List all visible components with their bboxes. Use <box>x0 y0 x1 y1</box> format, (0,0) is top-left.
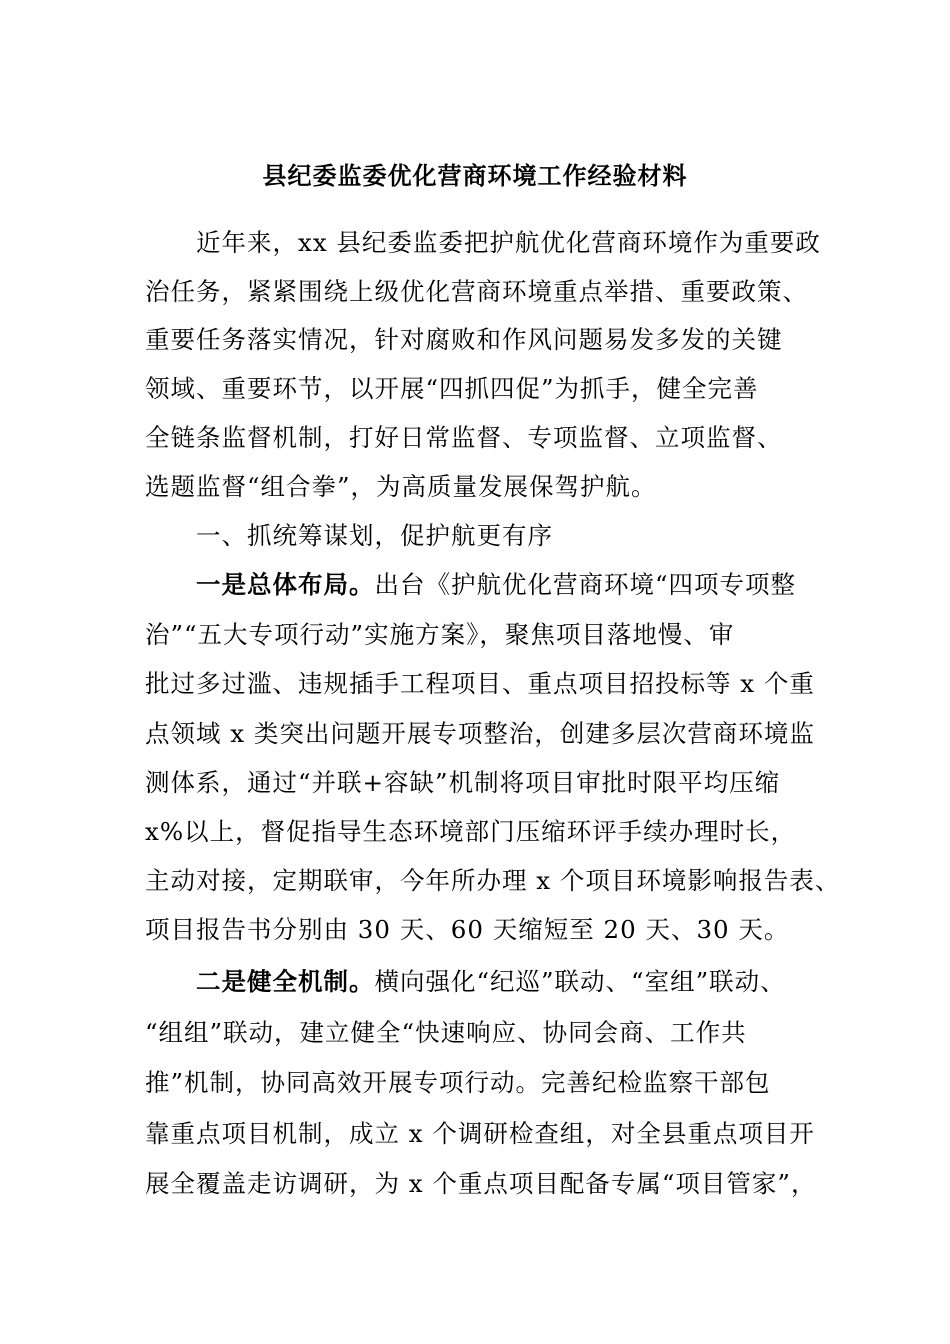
line-text: 出台《护航优化营商环境“四项专项整 <box>374 570 797 599</box>
paragraph-line <box>145 1118 815 1150</box>
line-text: 项目报告书分别由 30 天、60 天缩短至 20 天、30 天。 <box>145 915 790 944</box>
line-text: 靠重点项目机制，成立 x 个调研检查组，对全县重点项目开 <box>145 1119 815 1148</box>
line-text: 点领域 x 类突出问题开展专项整治，创建多层次营商环境监 <box>145 719 815 748</box>
line-text: 主动对接，定期联审，今年所办理 x 个项目环境影响报告表、 <box>145 866 841 895</box>
section-heading <box>145 520 553 552</box>
lead-in-bold: 一是总体布局。 <box>145 570 375 599</box>
line-text: 批过多过滥、违规插手工程项目、重点项目招投标等 x 个重 <box>145 669 815 698</box>
line-text: 测体系，通过“并联+容缺”机制将项目审批时限平均压缩 <box>145 768 781 797</box>
paragraph-line <box>145 324 783 356</box>
document-title: 县纪委监委优化营商环境工作经验材料 <box>262 161 688 190</box>
paragraph-line <box>145 276 808 308</box>
line-text: 横向强化“纪巡”联动、“室组”联动、 <box>374 967 786 996</box>
line-text: x%以上，督促指导生态环境部门压缩环评手续办理时长， <box>145 817 797 846</box>
line-text: 展全覆盖走访调研，为 x 个重点项目配备专属“项目管家”， <box>145 1169 817 1198</box>
paragraph-line <box>145 1067 771 1099</box>
paragraph-line <box>145 816 796 848</box>
paragraph-line <box>145 1168 816 1200</box>
paragraph-line <box>145 227 821 259</box>
paragraph-line <box>145 966 786 998</box>
line-text: 治”“五大专项行动”实施方案》，聚焦项目落地慢、审 <box>145 620 735 649</box>
line-text: 治任务，紧紧围绕上级优化营商环境重点举措、重要政策、 <box>145 277 808 306</box>
line-text: 选题监督“组合拳”，为高质量发展保驾护航。 <box>145 472 657 501</box>
paragraph-line <box>145 373 759 405</box>
paragraph-line <box>145 471 657 503</box>
line-text: 全链条监督机制，打好日常监督、专项监督、立项监督、 <box>145 423 783 452</box>
line-text: “组组”联动，建立健全“快速响应、协同会商、工作共 <box>145 1018 747 1047</box>
line-text: 领域、重要环节，以开展“四抓四促”为抓手，健全完善 <box>145 374 759 403</box>
paragraph-line <box>145 718 815 750</box>
paragraph-line <box>145 668 815 700</box>
paragraph-line <box>145 914 789 946</box>
lead-in-bold: 二是健全机制。 <box>145 967 375 996</box>
paragraph-line <box>145 865 840 897</box>
line-text: 一、抓统筹谋划，促护航更有序 <box>145 521 553 550</box>
line-text: 推”机制，协同高效开展专项行动。完善纪检监察干部包 <box>145 1068 771 1097</box>
paragraph-line <box>145 1017 747 1049</box>
paragraph-line <box>145 619 734 651</box>
paragraph-line <box>145 767 780 799</box>
line-text: 近年来，xx 县纪委监委把护航优化营商环境作为重要政 <box>145 228 821 257</box>
line-text: 重要任务落实情况，针对腐败和作风问题易发多发的关键 <box>145 325 783 354</box>
paragraph-line <box>145 422 783 454</box>
paragraph-line <box>145 569 796 601</box>
